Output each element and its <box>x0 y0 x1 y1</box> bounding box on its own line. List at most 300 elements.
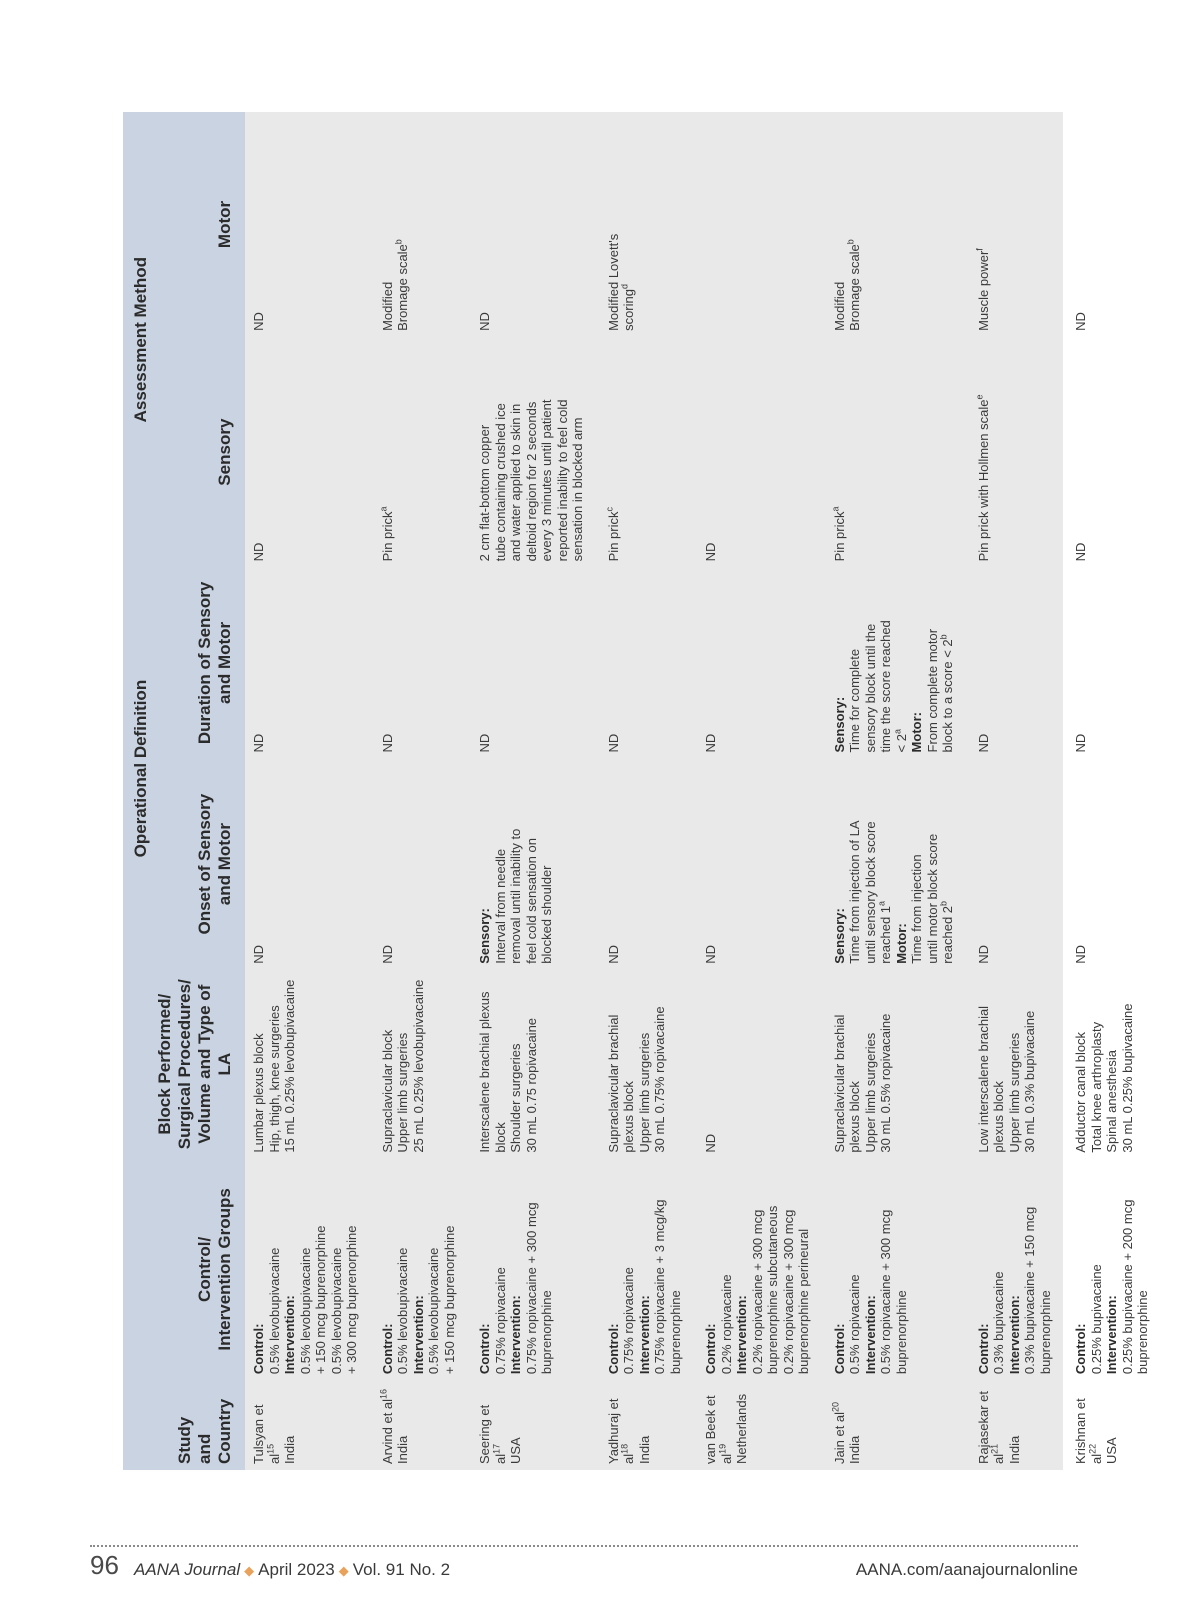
cell-block <box>374 970 472 1159</box>
cell-groups <box>826 1159 970 1380</box>
cell-sensory <box>471 337 600 567</box>
cell-groups <box>600 1159 698 1380</box>
cell-line <box>976 343 992 561</box>
cell-block <box>600 970 698 1159</box>
footnote-marker: c <box>604 507 615 512</box>
cell-text: Pin prick <box>831 511 847 562</box>
cell-text: Upper limb surgeries <box>1006 1032 1022 1153</box>
cell-text: 0.5% ropivacaine <box>847 1274 862 1375</box>
cell-text: Upper limb surgeries <box>862 1032 878 1153</box>
cell-line <box>847 764 863 963</box>
cell-block <box>970 970 1068 1159</box>
cell-text: and water applied to skin in <box>508 403 523 562</box>
cell-line <box>411 976 427 1153</box>
cell-line <box>976 976 992 1153</box>
cell-line <box>477 976 493 1153</box>
cell-motor <box>471 112 600 337</box>
cell-motor <box>245 112 374 337</box>
cell-line <box>781 1165 797 1374</box>
cell-groups <box>374 1159 472 1380</box>
cell-text: Spinal anesthesia <box>1104 1049 1119 1153</box>
cell-line <box>313 1165 329 1374</box>
cell-onset <box>970 758 1068 969</box>
cell-line <box>1089 1165 1105 1374</box>
cell-line <box>703 976 719 1153</box>
cell-text: until motor block score <box>924 833 940 964</box>
study-author: Krishnan et al <box>1073 1398 1104 1464</box>
footnote-marker: a <box>892 729 903 735</box>
cell-text: sensation in blocked arm <box>570 417 585 562</box>
cell-duration <box>826 567 970 758</box>
cell-onset <box>471 758 600 969</box>
cell-line <box>1022 976 1038 1153</box>
cell-onset <box>697 758 826 969</box>
cell-text: Shoulder surgeries <box>508 1043 523 1153</box>
cell-line <box>863 573 879 752</box>
footnote-marker: d <box>619 283 630 289</box>
cell-line <box>251 1165 267 1374</box>
cell-line <box>395 1165 411 1374</box>
cell-line <box>493 1165 509 1374</box>
cell-text: + 150 mcg buprenorphine <box>313 1225 328 1375</box>
cell-line <box>380 573 396 752</box>
study-country: India <box>847 1435 862 1464</box>
cell-onset <box>245 758 374 969</box>
reference-number: 19 <box>717 1443 728 1454</box>
reference-number: 17 <box>491 1443 502 1454</box>
cell-text: Pin prick <box>379 511 395 562</box>
cell-text: buprenorphine <box>667 1290 683 1375</box>
header-motor: Motor <box>151 112 245 337</box>
cell-line <box>508 976 524 1153</box>
cell-text: plexus block <box>991 1081 1006 1153</box>
study-author: van Beek et al <box>703 1395 734 1464</box>
cell-text: Intervention: <box>508 1295 523 1375</box>
table-body <box>245 112 1165 1470</box>
cell-text: ND <box>251 945 266 964</box>
cell-line <box>524 764 540 963</box>
cell-line <box>621 118 637 331</box>
cell-line <box>606 1165 622 1374</box>
cell-line <box>477 764 493 963</box>
cell-line <box>380 764 396 963</box>
cell-text: + 300 mcg buprenorphine <box>344 1225 359 1375</box>
cell-line <box>606 764 622 963</box>
cell-text: Bromage scale <box>847 244 862 331</box>
cell-study <box>600 1380 698 1470</box>
cell-line <box>477 573 493 752</box>
cell-text: Supraclavicular brachial <box>831 1014 847 1153</box>
cell-block <box>697 970 826 1159</box>
cell-line <box>847 1165 863 1374</box>
cell-text: ND <box>477 312 492 331</box>
cell-text: buprenorphine <box>1037 1290 1053 1375</box>
cell-text: 30 mL 0.3% bupivacaine <box>1022 1010 1037 1153</box>
header-line: Surgical Procedures/ <box>175 979 194 1150</box>
cell-text: buprenorphine <box>893 1290 909 1375</box>
cell-line <box>637 976 653 1153</box>
cell-line <box>976 1165 992 1374</box>
cell-text: plexus block <box>621 1081 636 1153</box>
cell-line <box>426 1165 442 1374</box>
cell-text: ND <box>251 312 266 331</box>
cell-line <box>1073 976 1089 1153</box>
cell-line <box>976 118 992 331</box>
cell-line <box>1104 976 1120 1153</box>
footnote-marker: b <box>938 634 949 640</box>
cell-line <box>832 764 848 963</box>
study-country: India <box>1006 1435 1022 1464</box>
cell-groups <box>245 1159 374 1380</box>
cell-text: 25 mL 0.25% levobupivacaine <box>410 979 426 1153</box>
cell-text: Intervention: <box>282 1295 297 1375</box>
header-duration <box>151 567 245 758</box>
cell-text: Lumbar plexus block <box>251 1033 266 1153</box>
cell-line <box>734 1165 750 1374</box>
cell-motor <box>970 112 1068 337</box>
cell-duration <box>471 567 600 758</box>
cell-line <box>380 1165 396 1374</box>
cell-line <box>251 573 267 752</box>
cell-duration <box>970 567 1068 758</box>
cell-text: Pin prick <box>605 511 621 562</box>
cell-text: Intervention: <box>636 1295 652 1375</box>
cell-line <box>976 764 992 963</box>
cell-duration <box>697 567 826 758</box>
header-line: Country <box>215 1398 234 1464</box>
cell-line <box>863 764 879 963</box>
cell-line <box>606 343 622 561</box>
cell-line <box>925 764 941 963</box>
cell-text: Adductor canal block <box>1073 1031 1088 1153</box>
diamond-icon: ◆ <box>244 1563 255 1578</box>
header-line: Intervention Groups <box>215 1188 234 1351</box>
cell-text: ND <box>379 945 395 964</box>
cell-line <box>1073 343 1089 561</box>
cell-text: Time for complete <box>847 648 862 753</box>
cell-text: 15 mL 0.25% levobupivacaine <box>282 979 297 1153</box>
cell-line <box>1073 1165 1089 1374</box>
cell-text: Intervention: <box>734 1295 749 1375</box>
cell-line <box>1007 976 1023 1153</box>
study-country: India <box>636 1435 652 1464</box>
cell-motor <box>697 112 826 337</box>
cell-line <box>380 343 396 561</box>
cell-onset <box>600 758 698 969</box>
empty-header-cell <box>123 1159 151 1380</box>
cell-line <box>863 976 879 1153</box>
cell-line <box>991 976 1007 1153</box>
cell-motor <box>1067 112 1165 337</box>
reference-number: 20 <box>830 1401 841 1412</box>
footnote-marker: f <box>974 248 985 251</box>
cell-text: Control: <box>477 1323 492 1375</box>
journal-citation <box>134 1560 450 1580</box>
cell-text: 0.25% bupivacaine <box>1088 1264 1104 1375</box>
cell-study <box>471 1380 600 1470</box>
cell-study <box>1067 1380 1165 1470</box>
header-line: Duration of Sensory <box>195 581 214 745</box>
cell-text: ND <box>379 733 395 753</box>
cell-line <box>477 118 493 331</box>
empty-header-cell <box>123 970 151 1159</box>
volume: Vol. 91 <box>352 1560 405 1579</box>
cell-text: removal until inability to <box>508 828 523 964</box>
cell-line <box>1135 1165 1151 1374</box>
cell-line <box>395 976 411 1153</box>
cell-text: Motor: <box>909 712 924 753</box>
cell-line <box>267 976 283 1153</box>
table-row <box>600 112 698 1470</box>
page-footer <box>90 1550 1078 1584</box>
cell-groups <box>1067 1159 1165 1380</box>
study-author: Arvind et al <box>379 1398 395 1464</box>
cell-block <box>1067 970 1165 1159</box>
cell-line <box>251 764 267 963</box>
cell-text: From complete motor <box>924 628 940 753</box>
cell-sensory <box>374 337 472 567</box>
cell-text: plexus block <box>847 1081 862 1153</box>
cell-line <box>703 764 719 963</box>
cell-line <box>1104 1165 1120 1374</box>
cell-text: ND <box>605 945 621 964</box>
cell-line <box>298 1165 314 1374</box>
cell-text: time the score reached <box>878 620 893 753</box>
cell-line <box>863 1165 879 1374</box>
cell-text: ND <box>605 733 621 753</box>
study-author: Jain et al <box>831 1411 847 1464</box>
cell-line <box>878 1165 894 1374</box>
cell-text: Pin prick with Hollmen scale <box>975 399 991 562</box>
cell-line <box>621 976 637 1153</box>
cell-line <box>344 1165 360 1374</box>
cell-line <box>637 1165 653 1374</box>
cell-text: tube containing crushed ice <box>492 403 508 562</box>
group-header-operational: Operational Definition <box>123 567 151 969</box>
cell-text: feel cold sensation on <box>523 838 539 964</box>
reference-number: 15 <box>265 1443 276 1454</box>
cell-text: Intervention: <box>1104 1295 1119 1375</box>
cell-line <box>832 573 848 752</box>
cell-text: block to a score < 2 <box>940 639 955 753</box>
cell-block <box>826 970 970 1159</box>
table-row <box>374 112 472 1470</box>
reference-number: 16 <box>378 1388 389 1399</box>
cell-line <box>652 976 668 1153</box>
cell-text: ND <box>1073 312 1088 331</box>
header-onset <box>151 758 245 969</box>
table-row <box>1067 112 1165 1470</box>
cell-study <box>826 1380 970 1470</box>
cell-line <box>282 1165 298 1374</box>
cell-line <box>493 764 509 963</box>
cell-text: Upper limb surgeries <box>636 1032 652 1153</box>
cell-text: ND <box>477 733 492 753</box>
cell-text: ND <box>975 945 991 964</box>
cell-groups <box>697 1159 826 1380</box>
study-author: Rajasekar et al <box>975 1391 1006 1464</box>
study-country: USA <box>1104 1437 1119 1464</box>
cell-line <box>570 343 586 561</box>
cell-text: ND <box>1073 542 1088 562</box>
cell-line <box>894 1165 910 1374</box>
cell-line <box>976 573 992 752</box>
cell-text: 0.2% ropivacaine <box>718 1274 734 1375</box>
cell-onset <box>374 758 472 969</box>
cell-line <box>703 573 719 752</box>
cell-text: buprenorphine <box>1135 1290 1150 1375</box>
cell-groups <box>970 1159 1068 1380</box>
cell-text: Intervention: <box>862 1295 878 1375</box>
cell-text: Intervention: <box>1006 1295 1022 1375</box>
cell-line <box>940 573 956 752</box>
cell-line <box>493 976 509 1153</box>
cell-text: Sensory: <box>477 908 492 964</box>
header-line: Onset of Sensory <box>195 793 214 935</box>
cell-text: < 2 <box>893 734 909 753</box>
cell-text: + 150 mcg buprenorphine <box>441 1225 457 1375</box>
cell-text: 30 mL 0.25% bupivacaine <box>1119 1003 1135 1153</box>
cell-text: 0.5% levobupivacaine <box>297 1247 313 1375</box>
reference-number: 18 <box>619 1443 630 1454</box>
cell-text: Modified <box>831 281 847 331</box>
cell-line <box>750 1165 766 1374</box>
header-groups <box>151 1159 245 1380</box>
study-country: Netherlands <box>734 1393 749 1464</box>
cell-text: Low interscalene brachial <box>975 1005 991 1153</box>
cell-line <box>894 764 910 963</box>
cell-text: Sensory: <box>831 908 847 964</box>
cell-text: reached 2 <box>940 905 955 964</box>
cell-text: Supraclavicular block <box>379 1029 395 1153</box>
cell-line <box>508 343 524 561</box>
header-line: Control/ <box>195 1236 214 1302</box>
cell-study <box>374 1380 472 1470</box>
table-row <box>471 112 600 1470</box>
cell-text: 0.3% bupivacaine <box>991 1271 1006 1375</box>
cell-text: buprenorphine subcutaneous <box>765 1205 780 1375</box>
cell-text: Hip, thigh, knee surgeries <box>266 1005 282 1153</box>
footnote-marker: a <box>830 506 841 512</box>
cell-block <box>471 970 600 1159</box>
cell-line <box>380 118 396 331</box>
cell-line <box>878 764 894 963</box>
cell-line <box>668 1165 684 1374</box>
cell-line <box>621 1165 637 1374</box>
cell-text: Control: <box>379 1323 395 1375</box>
cell-line <box>1120 1165 1136 1374</box>
cell-line <box>606 976 622 1153</box>
cell-line <box>847 573 863 752</box>
cell-line <box>539 343 555 561</box>
cell-duration <box>1067 567 1165 758</box>
study-table <box>123 112 1165 1470</box>
study-country: India <box>282 1435 297 1464</box>
cell-text: reached 1 <box>878 905 893 964</box>
cell-text: Control: <box>703 1323 718 1375</box>
cell-text: 30 mL 0.75% ropivacaine <box>652 1006 667 1153</box>
cell-line <box>606 573 622 752</box>
cell-line <box>719 1165 735 1374</box>
empty-header-cell <box>123 1380 151 1470</box>
cell-line <box>832 118 848 331</box>
header-line: Study and <box>175 1416 214 1464</box>
cell-text: Bromage scale <box>395 244 410 331</box>
header-sensory: Sensory <box>151 337 245 567</box>
footnote-marker: a <box>876 900 887 906</box>
cell-line <box>765 1165 781 1374</box>
cell-line <box>832 343 848 561</box>
cell-text: ND <box>251 733 266 753</box>
cell-text: 30 mL 0.5% ropivacaine <box>878 1013 893 1153</box>
cell-text: Interval from needle <box>492 848 508 964</box>
cell-text: 0.5% levobupivacaine <box>395 1247 410 1375</box>
diamond-icon: ◆ <box>338 1563 349 1578</box>
cell-line <box>832 1165 848 1374</box>
header-line: Block Performed/ <box>155 993 174 1135</box>
cell-text: 0.2% ropivacaine + 300 mcg <box>749 1209 765 1375</box>
cell-line <box>878 976 894 1153</box>
cell-text: deltoid region for 2 seconds <box>523 401 539 562</box>
cell-line <box>1073 118 1089 331</box>
cell-line <box>909 764 925 963</box>
cell-line <box>606 118 622 331</box>
cell-line <box>251 118 267 331</box>
cell-text: 0.2% ropivacaine + 300 mcg <box>780 1209 796 1375</box>
footer-divider <box>90 1545 1078 1547</box>
cell-line <box>878 573 894 752</box>
cell-text: ND <box>251 542 266 562</box>
cell-text: Control: <box>251 1323 266 1375</box>
study-country: India <box>395 1435 410 1464</box>
table-row <box>245 112 374 1470</box>
cell-sensory <box>245 337 374 567</box>
cell-line <box>703 1165 719 1374</box>
cell-text: Total knee arthroplasty <box>1088 1021 1104 1153</box>
footnote-marker: a <box>378 506 389 512</box>
cell-line <box>508 1165 524 1374</box>
cell-text: Upper limb surgeries <box>395 1032 410 1153</box>
cell-text: Control: <box>1073 1323 1088 1375</box>
cell-onset <box>1067 758 1165 969</box>
cell-motor <box>600 112 698 337</box>
header-line: Volume and Type of LA <box>195 984 234 1144</box>
cell-text: 0.75% ropivacaine <box>621 1267 636 1375</box>
cell-text: ND <box>1073 733 1088 753</box>
cell-line <box>411 1165 427 1374</box>
cell-text: buprenorphine perineural <box>796 1228 811 1375</box>
cell-line <box>991 1165 1007 1374</box>
cell-line <box>442 1165 458 1374</box>
cell-sensory <box>1067 337 1165 567</box>
reference-number: 22 <box>1087 1443 1098 1454</box>
cell-line <box>539 764 555 963</box>
cell-text: blocked shoulder <box>539 865 554 964</box>
cell-text: ND <box>975 733 991 753</box>
table-row <box>826 112 970 1470</box>
cell-study <box>697 1380 826 1470</box>
cell-text: Modified Lovett's <box>605 233 621 331</box>
cell-text: Time from injection of LA <box>847 820 862 964</box>
cell-text: Time from injection <box>909 854 924 964</box>
study-country: USA <box>508 1437 523 1464</box>
cell-text: block <box>492 1122 508 1153</box>
cell-line <box>796 1165 812 1374</box>
cell-text: ND <box>703 1133 718 1153</box>
page-number: 96 <box>90 1550 119 1580</box>
rotated-table-panel <box>123 112 1150 1470</box>
cell-sensory <box>600 337 698 567</box>
